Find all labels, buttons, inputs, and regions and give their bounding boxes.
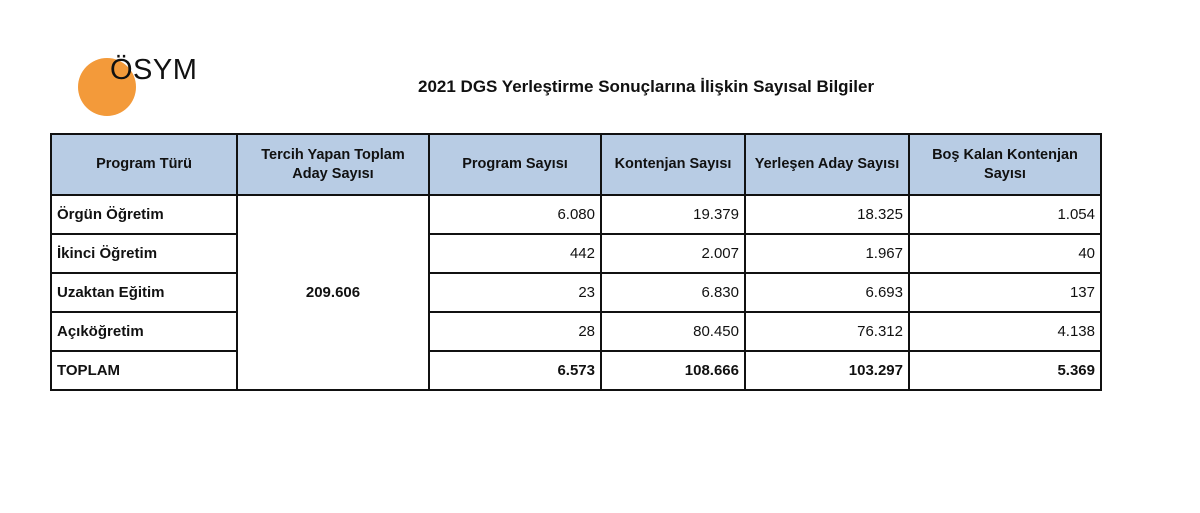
program-count-cell: 442: [429, 234, 601, 273]
placement-statistics-table: [50, 133, 1102, 391]
quota-cell: 19.379: [601, 195, 745, 234]
placed-cell: 76.312: [745, 312, 909, 351]
placed-cell: 6.693: [745, 273, 909, 312]
header-quota-count: Kontenjan Sayısı: [601, 134, 745, 195]
table-row: [51, 312, 1101, 351]
quota-cell: 80.450: [601, 312, 745, 351]
row-label: Örgün Öğretim: [51, 195, 237, 234]
total-applicants-cell: 209.606: [237, 195, 429, 390]
program-count-cell: 6.080: [429, 195, 601, 234]
header-placed-count: Yerleşen Aday Sayısı: [745, 134, 909, 195]
placed-cell: 18.325: [745, 195, 909, 234]
logo-text: ÖSYM: [110, 54, 198, 86]
header-vacant-quota: Boş Kalan Kontenjan Sayısı: [909, 134, 1101, 195]
row-label: Uzaktan Eğitim: [51, 273, 237, 312]
header-program-count: Program Sayısı: [429, 134, 601, 195]
vacant-cell: 40: [909, 234, 1101, 273]
placed-cell: 1.967: [745, 234, 909, 273]
header-program-type: Program Türü: [51, 134, 237, 195]
placed-cell: 103.297: [745, 351, 909, 390]
quota-cell: 108.666: [601, 351, 745, 390]
document-title: 2021 DGS Yerleştirme Sonuçlarına İlişkin Sayısal Bilgiler: [418, 77, 875, 96]
osym-logo: [78, 52, 218, 122]
table-row: [51, 234, 1101, 273]
vacant-cell: 4.138: [909, 312, 1101, 351]
row-label: İkinci Öğretim: [51, 234, 237, 273]
vacant-cell: 1.054: [909, 195, 1101, 234]
program-count-cell: 28: [429, 312, 601, 351]
table-row: [51, 195, 1101, 234]
quota-cell: 2.007: [601, 234, 745, 273]
program-count-cell: 6.573: [429, 351, 601, 390]
row-label: Açıköğretim: [51, 312, 237, 351]
header-total-applicants: Tercih Yapan Toplam Aday Sayısı: [237, 134, 429, 195]
quota-cell: 6.830: [601, 273, 745, 312]
table-header-row: [51, 134, 1101, 195]
vacant-cell: 137: [909, 273, 1101, 312]
total-row: [51, 351, 1101, 390]
program-count-cell: 23: [429, 273, 601, 312]
table-row: [51, 273, 1101, 312]
vacant-cell: 5.369: [909, 351, 1101, 390]
row-label: TOPLAM: [51, 351, 237, 390]
